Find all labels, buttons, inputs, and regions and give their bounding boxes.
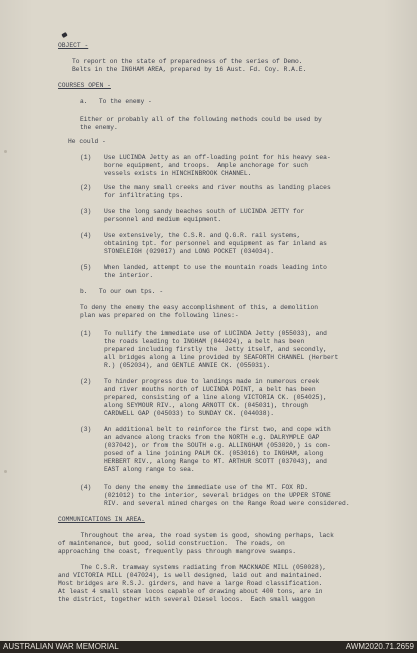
object-line: Belts in the INGHAM AREA, prepared by 16 Aust. Fd. Coy. R.A.E.: [72, 66, 307, 73]
item-number: (5): [80, 264, 92, 271]
comms-line: approaching the coast, frequently pass through mangrove swamps.: [58, 548, 297, 555]
heading-communications: COMMUNICATIONS IN AREA.: [58, 516, 145, 523]
item-number: (4): [80, 232, 92, 239]
either-line: Either or probably all of the following methods could be used by: [80, 116, 322, 123]
tramway-line: the district, together with several Diesel locos. Each small waggon: [58, 596, 315, 603]
item-line: borne equipment, and troops. Ample anchorage for such: [104, 162, 309, 169]
item-line: vessels exists in HINCHINBROOK CHANNEL.: [104, 170, 252, 177]
item-line: RIV. and several mined charges on the Range Road were considered.: [104, 500, 350, 507]
heading-courses-open: COURSES OPEN -: [58, 82, 111, 89]
item-line: To nullify the immediate use of LUCINDA Jetty (055033), and: [104, 330, 327, 337]
item-line: the interior.: [104, 272, 154, 279]
tramway-line: The C.S.R. tramway systems radiating from MACKNADE MILL (050028),: [58, 564, 327, 571]
item-line: Use the many small creeks and river mouths as landing places: [104, 184, 331, 191]
sub-heading-b: b. To our own tps. -: [80, 288, 164, 295]
footer-accession-number: AWM2020.71.2659: [345, 642, 414, 651]
item-line: (037042), or from the SOUTH e.g. ALLINGHAM (053020,) is com-: [104, 442, 331, 449]
footer-bar: [0, 641, 417, 653]
item-line: prepared, consisting of a line along VICTORIA CK. (054025),: [104, 394, 327, 401]
heading-object: OBJECT -: [58, 42, 89, 49]
sub-heading-a: a. To the enemy -: [80, 98, 152, 105]
item-line: obtaining tpt. for personnel and equipment as far inland as: [104, 240, 327, 247]
item-line: STONELEIGH (029017) and LONG POCKET (034034).: [104, 248, 275, 255]
item-line: posed of a line joining PALM CK. (053016) to INGHAM, along: [104, 450, 324, 457]
item-line: To deny the enemy the immediate use of the MT. FOX RD.: [104, 484, 309, 491]
comms-line: Throughout the area, the road system is good, showing perhaps, lack: [58, 532, 334, 539]
item-line: Use LUCINDA Jetty as an off-loading point for his heavy sea-: [104, 154, 331, 161]
punch-hole: [4, 150, 7, 153]
item-number: (1): [80, 330, 92, 337]
item-line: prepared including firstly the Jetty itself, and secondly,: [104, 346, 327, 353]
either-line: the enemy.: [80, 124, 118, 131]
he-could-label: He could -: [68, 138, 106, 145]
item-line: and river mouths north of LUCINDA POINT, a belt has been: [104, 386, 316, 393]
item-line: Use the long sandy beaches south of LUCINDA JETTY for: [104, 208, 305, 215]
item-line: EAST along range to sea.: [104, 466, 195, 473]
deny-line: To deny the enemy the easy accomplishment of this, a demolition: [80, 304, 319, 311]
item-line: for infiltrating tps.: [104, 192, 184, 199]
item-line: HERBERT RIV., along Range to MT. ARTHUR SCOTT (037043), and: [104, 458, 327, 465]
item-line: When landed, attempt to use the mountain roads leading into: [104, 264, 327, 271]
item-line: an advance along tracks from the NORTH e.g. DALRYMPLE GAP: [104, 434, 320, 441]
tramway-line: and VICTORIA MILL (047024), is well designed, laid out and maintained.: [58, 572, 323, 579]
comms-line: of maintenance, but good, solid construction. The roads, on: [58, 540, 285, 547]
item-line: the roads leading to INGHAM (044024), a belt has been: [104, 338, 305, 345]
item-number: (2): [80, 378, 92, 385]
tramway-line: Most bridges are R.S.J. girders, and have a large Road classification.: [58, 580, 323, 587]
item-line: along SEYMOUR RIV., along ARNOTT CK. (045031), through: [104, 402, 309, 409]
punch-hole: [4, 470, 7, 473]
item-line: all bridges along a line provided by SEAFORTH CHANNEL (Herbert: [104, 354, 339, 361]
footer-institution: AUSTRALIAN WAR MEMORIAL: [3, 642, 119, 651]
deny-line: plan was prepared on the following lines:-: [80, 312, 239, 319]
item-line: personnel and medium equipment.: [104, 216, 222, 223]
item-number: (3): [80, 208, 92, 215]
object-line: To report on the state of preparedness of the series of Demo.: [72, 58, 303, 65]
item-number: (4): [80, 484, 92, 491]
item-line: Use extensively, the C.S.R. and Q.G.R. rail systems,: [104, 232, 301, 239]
item-number: (3): [80, 426, 92, 433]
item-line: An additional belt to reinforce the first two, and cope with: [104, 426, 331, 433]
tramway-line: At least 4 small steam locos capable of drawing about 400 tons, are in: [58, 588, 323, 595]
item-number: (1): [80, 154, 92, 161]
item-line: CARDWELL GAP (045033) to SUNDAY CK. (044038).: [104, 410, 275, 417]
ink-mark: [61, 32, 67, 38]
item-number: (2): [80, 184, 92, 191]
item-line: R.) (052034), and GENTLE ANNIE CK. (055031).: [104, 362, 271, 369]
item-line: To hinder progress due to landings made in numerous creek: [104, 378, 320, 385]
item-line: (021012) to the interior, several bridges on the UPPER STONE: [104, 492, 331, 499]
